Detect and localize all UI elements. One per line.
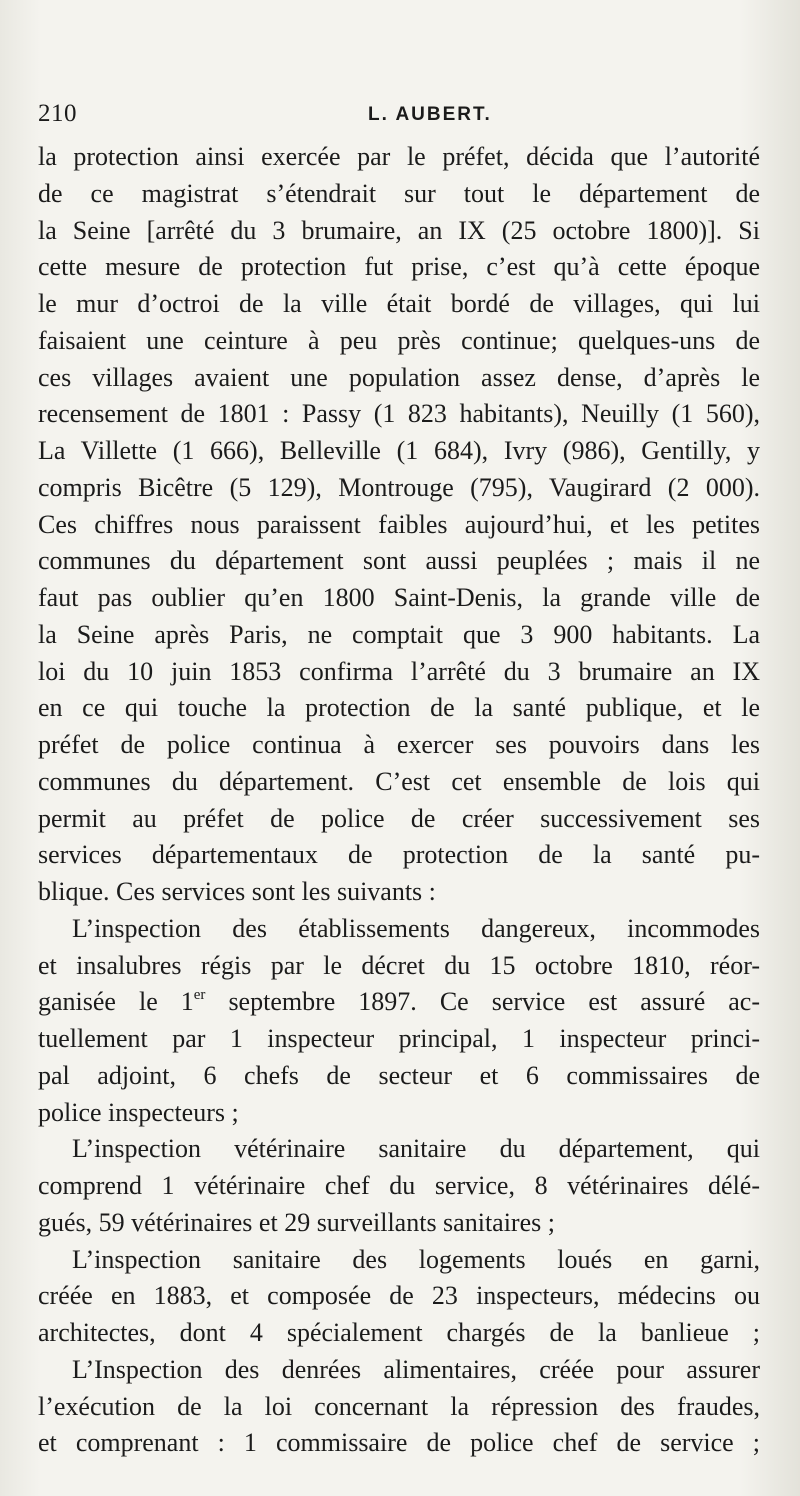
text-line: gués, 59 vétérinaires et 29 surveillants sanitaires ; <box>38 1207 555 1237</box>
text-line: cette mesure de protection fut prise, c’est qu’à cette époque <box>38 252 760 282</box>
text-line: L’inspection vétérinaire sanitaire du département, qui <box>72 1134 760 1164</box>
body-text <box>38 139 760 1462</box>
text-line: en ce qui touche la protection de la santé publique, et le <box>38 693 760 723</box>
text-line: créée en 1883, et composée de 23 inspecteurs, médecins ou <box>38 1281 760 1311</box>
text-line: ganisée le 1er septembre 1897. Ce service est assuré ac- <box>38 986 760 1017</box>
text-line: L’inspection sanitaire des logements loués en garni, <box>72 1244 760 1274</box>
text-line: et comprenant : 1 commissaire de police chef de service ; <box>38 1428 760 1458</box>
text-line: Ces chiffres nous paraissent faibles aujourd’hui, et les petites <box>38 509 760 539</box>
text-line: pal adjoint, 6 chefs de secteur et 6 commissaires de <box>38 1060 760 1090</box>
text-line: préfet de police continua à exercer ses pouvoirs dans les <box>38 730 760 759</box>
text-line: police inspecteurs ; <box>38 1097 239 1127</box>
text-line: de ce magistrat s’étendrait sur tout le département de <box>38 178 760 208</box>
page-number: 210 <box>38 100 77 127</box>
text-line: communes du département. C’est cet ensemble de lois qui <box>38 766 760 796</box>
text-line: ces villages avaient une population assez dense, d’après le <box>38 362 760 392</box>
text-line: permit au préfet de police de créer successivement ses <box>38 803 760 833</box>
text-line: L’Inspection des denrées alimentaires, créée pour assurer <box>72 1354 760 1384</box>
text-line: architectes, dont 4 spécialement chargés de la banlieue ; <box>38 1318 760 1347</box>
text-line: services départementaux de protection de la santé pu- <box>38 840 760 870</box>
text-line: L’inspection des établissements dangereux, incommodes <box>72 913 760 943</box>
text-line: comprend 1 vétérinaire chef du service, 8 vétérinaires délé- <box>38 1171 760 1200</box>
text-line: l’exécution de la loi concernant la répression des fraudes, <box>38 1391 760 1421</box>
text-line: la Seine après Paris, ne comptait que 3 900 habitants. La <box>38 619 760 649</box>
running-head: L. AUBERT. <box>368 104 492 125</box>
text-line: et insalubres régis par le décret du 15 octobre 1810, réor- <box>38 950 760 980</box>
page-header <box>38 100 762 136</box>
text-line: compris Bicêtre (5 129), Montrouge (795), Vaugirard (2 000). <box>38 472 760 502</box>
text-line: blique. Ces services sont les suivants : <box>38 877 436 906</box>
text-line: communes du département sont aussi peuplées ; mais il ne <box>38 546 760 576</box>
text-line: La Villette (1 666), Belleville (1 684), Ivry (986), Gentilly, y <box>38 436 760 465</box>
text-line: recensement de 1801 : Passy (1 823 habitants), Neuilly (1 560), <box>38 399 760 429</box>
text-line: la Seine [arrêté du 3 brumaire, an IX (25 octobre 1800)]. Si <box>38 215 760 245</box>
text-line: faisaient une ceinture à peu près continue; quelques-uns de <box>38 325 760 355</box>
text-line: le mur d’octroi de la ville était bordé de villages, qui lui <box>38 289 760 318</box>
text-line: tuellement par 1 inspecteur principal, 1 inspecteur princi- <box>38 1024 760 1053</box>
text-line: la protection ainsi exercée par le préfet, décida que l’autorité <box>38 142 760 171</box>
text-line: loi du 10 juin 1853 confirma l’arrêté du 3 brumaire an IX <box>38 656 760 686</box>
text-line: faut pas oublier qu’en 1800 Saint-Denis, la grande ville de <box>38 583 760 612</box>
